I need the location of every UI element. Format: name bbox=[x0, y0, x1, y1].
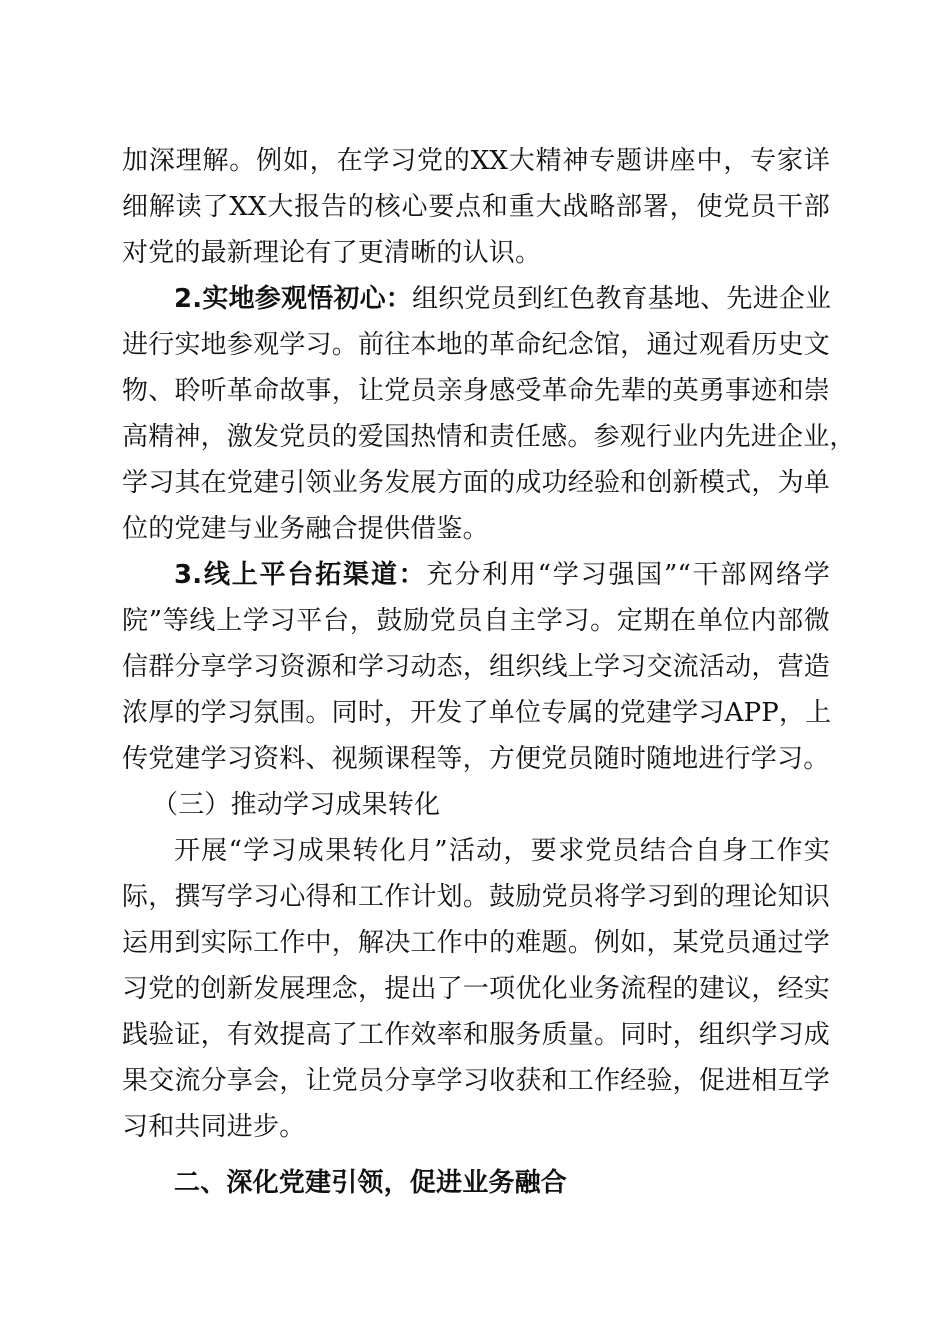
text-line: 信群分享学习资源和学习动态，组织线上学习交流活动，营造 bbox=[122, 652, 830, 682]
text-line bbox=[122, 276, 830, 322]
text-line: 对党的最新理论有了更清晰的认识。 bbox=[122, 238, 542, 268]
text-line: 进行实地参观学习。前往本地的革命纪念馆，通过观看历史文 bbox=[122, 330, 830, 360]
text-line: 习和共同进步。 bbox=[122, 1112, 306, 1142]
text-line: 浓厚的学习氛围。同时，开发了单位专属的党建学习APP，上 bbox=[122, 698, 832, 728]
paragraph-results-transformation bbox=[122, 828, 830, 1150]
text-line: 果交流分享会，让党员分享学习收获和工作经验，促进相互学 bbox=[122, 1066, 830, 1096]
item-online-platform bbox=[122, 552, 830, 782]
paragraph-continuation bbox=[122, 138, 830, 276]
document-body bbox=[122, 138, 856, 1206]
text-line bbox=[122, 552, 830, 598]
item-on-site-visit bbox=[122, 276, 856, 552]
section-subheading: （三）推动学习成果转化 bbox=[152, 790, 441, 820]
text-line: 学习其在党建引领业务发展方面的成功经验和创新模式，为单 bbox=[122, 468, 830, 498]
text-line: 际，撰写学习心得和工作计划。鼓励党员将学习到的理论知识 bbox=[122, 882, 830, 912]
text-line: 践验证，有效提高了工作效率和服务质量。同时，组织学习成 bbox=[122, 1020, 830, 1050]
item-label: 3.线上平台拓渠道： bbox=[174, 560, 427, 590]
text-line: 高精神，激发党员的爱国热情和责任感。参观行业内先进企业， bbox=[122, 422, 856, 452]
text-line: 习党的创新发展理念，提出了一项优化业务流程的建议，经实 bbox=[122, 974, 830, 1004]
section-heading: 二、深化党建引领，促进业务融合 bbox=[174, 1168, 568, 1198]
text-line: 开展“学习成果转化月”活动，要求党员结合自身工作实 bbox=[174, 836, 830, 866]
item-text: 组织党员到红色教育基地、先进企业 bbox=[411, 284, 832, 314]
text-line: 位的党建与业务融合提供借鉴。 bbox=[122, 514, 489, 544]
text-line: 加深理解。例如，在学习党的XX大精神专题讲座中，专家详 bbox=[122, 146, 830, 176]
item-text: 充分利用“学习强国”“干部网络学 bbox=[426, 560, 831, 590]
text-line: 院”等线上学习平台，鼓励党员自主学习。定期在单位内部微 bbox=[122, 606, 830, 636]
text-line: 运用到实际工作中，解决工作中的难题。例如，某党员通过学 bbox=[122, 928, 830, 958]
text-line: 细解读了XX大报告的核心要点和重大战略部署，使党员干部 bbox=[122, 192, 830, 222]
item-label: 2.实地参观悟初心： bbox=[174, 284, 412, 314]
text-line: 传党建学习资料、视频课程等，方便党员随时随地进行学习。 bbox=[122, 744, 830, 774]
text-line: 物、聆听革命故事，让党员亲身感受革命先辈的英勇事迹和崇 bbox=[122, 376, 830, 406]
